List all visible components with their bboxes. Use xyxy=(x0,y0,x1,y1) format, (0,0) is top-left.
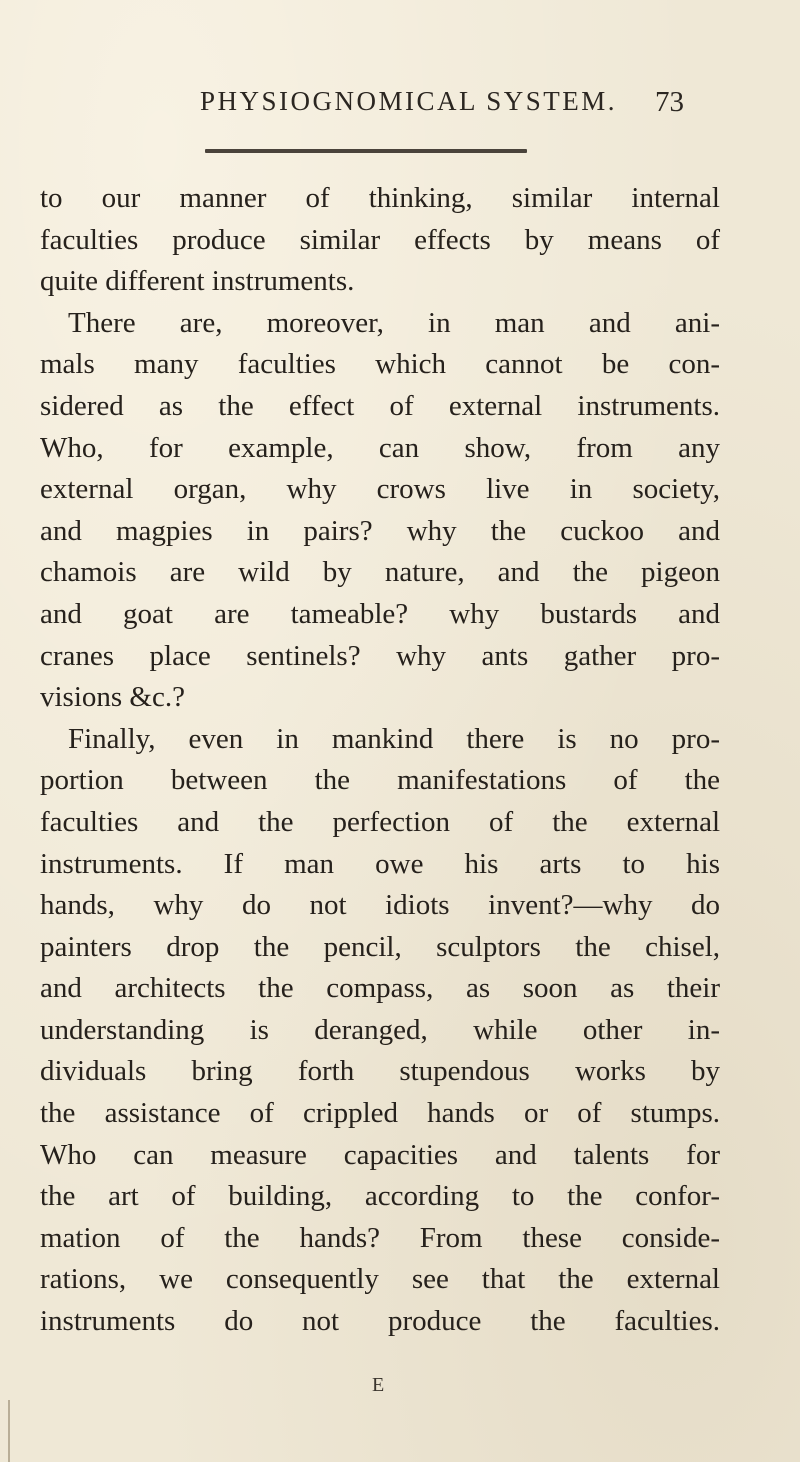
text-line: cranes place sentinels? why ants gather pro- xyxy=(40,639,720,672)
text-line: Finally, even in mankind there is no pro- xyxy=(68,722,720,755)
text-line: understanding is deranged, while other in- xyxy=(40,1013,720,1046)
text-line: sidered as the effect of external instruments. xyxy=(40,389,720,422)
text-line: mation of the hands? From these conside- xyxy=(40,1221,720,1254)
text-line: instruments. If man owe his arts to his xyxy=(40,847,720,880)
text-line: and magpies in pairs? why the cuckoo and xyxy=(40,514,720,547)
text-line: faculties and the perfection of the external xyxy=(40,805,720,838)
text-line: to our manner of thinking, similar internal xyxy=(40,182,720,214)
text-line: and architects the compass, as soon as their xyxy=(40,972,720,1005)
text-line: external organ, why crows live in society, xyxy=(40,473,720,506)
text-line: portion between the manifestations of the xyxy=(40,764,720,797)
text-line: the assistance of crippled hands or of stumps. xyxy=(40,1097,720,1130)
running-head xyxy=(0,86,800,126)
text-line: hands, why do not idiots invent?—why do xyxy=(40,889,720,922)
text-line: faculties produce similar effects by means of xyxy=(40,223,720,256)
running-title: PHYSIOGNOMICAL SYSTEM. xyxy=(200,86,618,116)
text-line: quite different instruments. xyxy=(40,265,355,298)
text-line: Who can measure capacities and talents for xyxy=(40,1138,720,1171)
text-line: dividuals bring forth stupendous works by xyxy=(40,1055,720,1088)
text-line: There are, moreover, in man and ani- xyxy=(68,306,720,339)
text-line: instruments do not produce the faculties. xyxy=(40,1305,720,1338)
text-line: chamois are wild by nature, and the pigeon xyxy=(40,556,720,589)
signature-mark: E xyxy=(372,1374,385,1396)
text-line: the art of building, according to the confor- xyxy=(40,1180,720,1213)
text-line: Who, for example, can show, from any xyxy=(40,431,720,464)
text-line: rations, we consequently see that the external xyxy=(40,1263,720,1296)
header-rule xyxy=(205,149,527,153)
text-line: and goat are tameable? why bustards and xyxy=(40,597,720,630)
page-edge-mark xyxy=(8,1400,10,1462)
body-text xyxy=(40,178,720,1343)
text-line: visions &c.? xyxy=(40,681,185,714)
page-number: 73 xyxy=(655,86,684,118)
text-line: mals many faculties which cannot be con- xyxy=(40,348,720,381)
text-line: painters drop the pencil, sculptors the chisel, xyxy=(40,930,720,963)
